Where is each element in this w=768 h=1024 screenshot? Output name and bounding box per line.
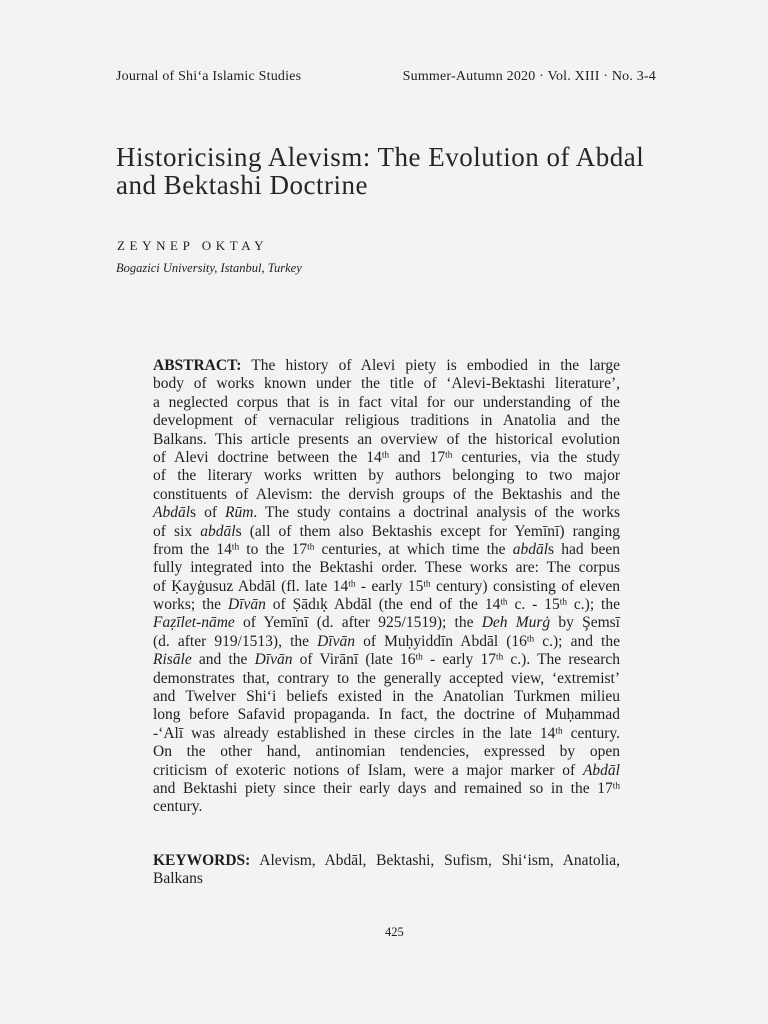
text-run: of Yemīnī (d. after 925/1519); the — [234, 614, 482, 632]
italic-term: Faẓīlet-nāme — [153, 614, 235, 632]
ordinal-superscript: th — [495, 652, 504, 663]
issue-info: Summer-Autumn 2020 · Vol. XIII · No. 3-4 — [402, 69, 656, 84]
abstract-line — [153, 651, 620, 669]
text-run: century. — [562, 724, 620, 742]
abstract-line — [153, 670, 620, 688]
abstract-line — [153, 780, 620, 798]
abstract-line — [153, 449, 620, 467]
ordinal-superscript: th — [555, 726, 563, 737]
text-run: Balkans. This article presents an overview of the historical evolution — [153, 430, 620, 448]
italic-term: abdāl — [512, 540, 548, 558]
abstract-line — [153, 357, 620, 375]
text-run: On the other hand, antinomian tendencies, expressed by open — [153, 743, 620, 761]
text-run: of Ḳayġusuz Abdāl (fl. late 14 — [153, 577, 349, 595]
text-run: criticism of exoteric notions of Islam, were a major marker of — [153, 761, 583, 779]
ordinal-superscript: th — [348, 579, 356, 590]
text-run: from the 14 — [153, 540, 232, 558]
text-run: demonstrates that, contrary to the generally accepted view, ‘extremist’ — [153, 669, 620, 687]
abstract-line — [153, 614, 620, 632]
text-run: centuries, via the study — [452, 448, 620, 466]
abstract-line — [153, 394, 620, 412]
text-run: (d. after 919/1513), the — [153, 632, 318, 650]
text-run: - early 15 — [355, 577, 424, 595]
italic-term: Dīvān — [227, 596, 266, 614]
text-run: by Şemsī — [550, 614, 620, 632]
text-run: and Twelver Shi‘i beliefs existed in the Anatolian Turkmen milieu — [153, 688, 620, 706]
text-run: long before Safavid propaganda. In fact, the doctrine of Muḥammad — [153, 706, 620, 724]
text-run: of Ṣādıḳ Abdāl (the end of the 14 — [265, 596, 501, 614]
text-run: body of works known under the title of ‘Alevi-Bektashi literature’, — [153, 375, 620, 393]
text-run: Balkans — [153, 870, 203, 888]
text-run: s of — [190, 504, 225, 522]
abstract-line — [153, 762, 620, 780]
text-run: -‘Alī was already established in these circles in the late 14 — [153, 724, 556, 742]
abstract-line — [153, 633, 620, 651]
abstract-line — [153, 375, 620, 393]
ordinal-superscript: th — [500, 597, 508, 608]
abstract-line — [153, 541, 620, 559]
ordinal-superscript: th — [307, 542, 315, 553]
italic-term: Abdāl — [153, 504, 191, 522]
article-title-line: and Bektashi Doctrine — [116, 170, 368, 200]
italic-term: Dīvān — [254, 651, 293, 669]
text-run: The history of Alevi piety is embodied in the large — [241, 357, 620, 374]
ordinal-superscript: th — [415, 652, 423, 663]
abstract-line — [153, 578, 620, 596]
text-run: . The study contains a doctrinal analysis of the works — [253, 504, 620, 522]
text-run: century. — [153, 798, 203, 816]
italic-term: abdāl — [200, 522, 236, 540]
ordinal-superscript: th — [445, 450, 453, 461]
abstract-line — [153, 688, 620, 706]
text-run: and Bektashi piety since their early days and remained so in the 17 — [153, 779, 613, 797]
text-run: centuries, at which time the — [314, 540, 513, 558]
italic-term: Risāle — [153, 651, 192, 669]
text-run: - early 17 — [422, 651, 496, 669]
abstract-line — [153, 559, 620, 577]
text-run: constituents of Alevism: the dervish groups of the Bektashis and the — [153, 485, 620, 503]
abstract-line — [153, 467, 620, 485]
text-run: development of vernacular religious traditions in Anatolia and the — [153, 412, 620, 430]
text-run: to the 17 — [239, 540, 308, 558]
ordinal-superscript: th — [423, 579, 431, 590]
text-run: of Alevi doctrine between the 14 — [153, 448, 382, 466]
text-run: Alevism, Abdāl, Bektashi, Sufism, Shi‘ism, Anatolia, — [250, 852, 620, 869]
abstract-line — [153, 743, 620, 761]
keywords — [153, 852, 620, 889]
text-run: fully integrated into the Bektashi order. These works are: The corpus — [153, 559, 620, 577]
text-run: and the — [191, 651, 255, 669]
page-number: 425 — [385, 925, 404, 939]
keywords-line — [153, 870, 620, 888]
ordinal-superscript: th — [231, 542, 240, 553]
abstract-line — [153, 431, 620, 449]
abstract-line — [153, 798, 620, 816]
journal-name: Journal of Shi‘a Islamic Studies — [116, 69, 302, 84]
text-run: of Virānī (late 16 — [292, 651, 416, 669]
abstract-line — [153, 725, 620, 743]
abstract-line — [153, 412, 620, 430]
abstract-label: ABSTRACT: — [153, 357, 242, 374]
article-title-line: Historicising Alevism: The Evolution of Abdal — [116, 142, 645, 172]
abstract-line — [153, 706, 620, 724]
text-run: s (all of them also Bektashis except for Yemīnī) ranging — [235, 522, 620, 540]
text-run: of the literary works written by authors belonging to two major — [153, 467, 620, 485]
ordinal-superscript: th — [381, 450, 390, 461]
text-run: c.); and the — [534, 632, 620, 650]
text-run: works; the — [153, 596, 228, 614]
text-run: a neglected corpus that is in fact vital for our understanding of the — [153, 393, 620, 411]
text-run: of six — [153, 522, 201, 540]
abstract — [153, 357, 620, 817]
ordinal-superscript: th — [559, 597, 567, 608]
running-header — [116, 68, 656, 86]
text-run: s had been — [548, 540, 620, 558]
italic-term: Rūm — [224, 504, 254, 522]
keywords-label: KEYWORDS: — [153, 852, 251, 869]
text-run: century) consisting of eleven — [430, 577, 620, 595]
text-run: c.); the — [566, 596, 620, 614]
abstract-line — [153, 596, 620, 614]
article-title — [116, 143, 716, 199]
keywords-line — [153, 852, 620, 870]
text-run: and 17 — [389, 448, 446, 466]
author-name: ZEYNEP OKTAY — [117, 238, 269, 253]
abstract-line — [153, 504, 620, 522]
text-run: c.). The research — [503, 651, 620, 669]
italic-term: Dīvān — [317, 632, 355, 650]
ordinal-superscript: th — [612, 781, 620, 792]
author-affiliation: Bogazici University, Istanbul, Turkey — [116, 261, 302, 275]
abstract-line — [153, 523, 620, 541]
italic-term: Deh Murġ — [481, 614, 551, 632]
abstract-line — [153, 486, 620, 504]
text-run: c. - 15 — [507, 596, 560, 614]
ordinal-superscript: th — [526, 634, 535, 645]
text-run: of Muḥyiddīn Abdāl (16 — [355, 632, 527, 650]
italic-term: Abdāl — [582, 761, 620, 779]
